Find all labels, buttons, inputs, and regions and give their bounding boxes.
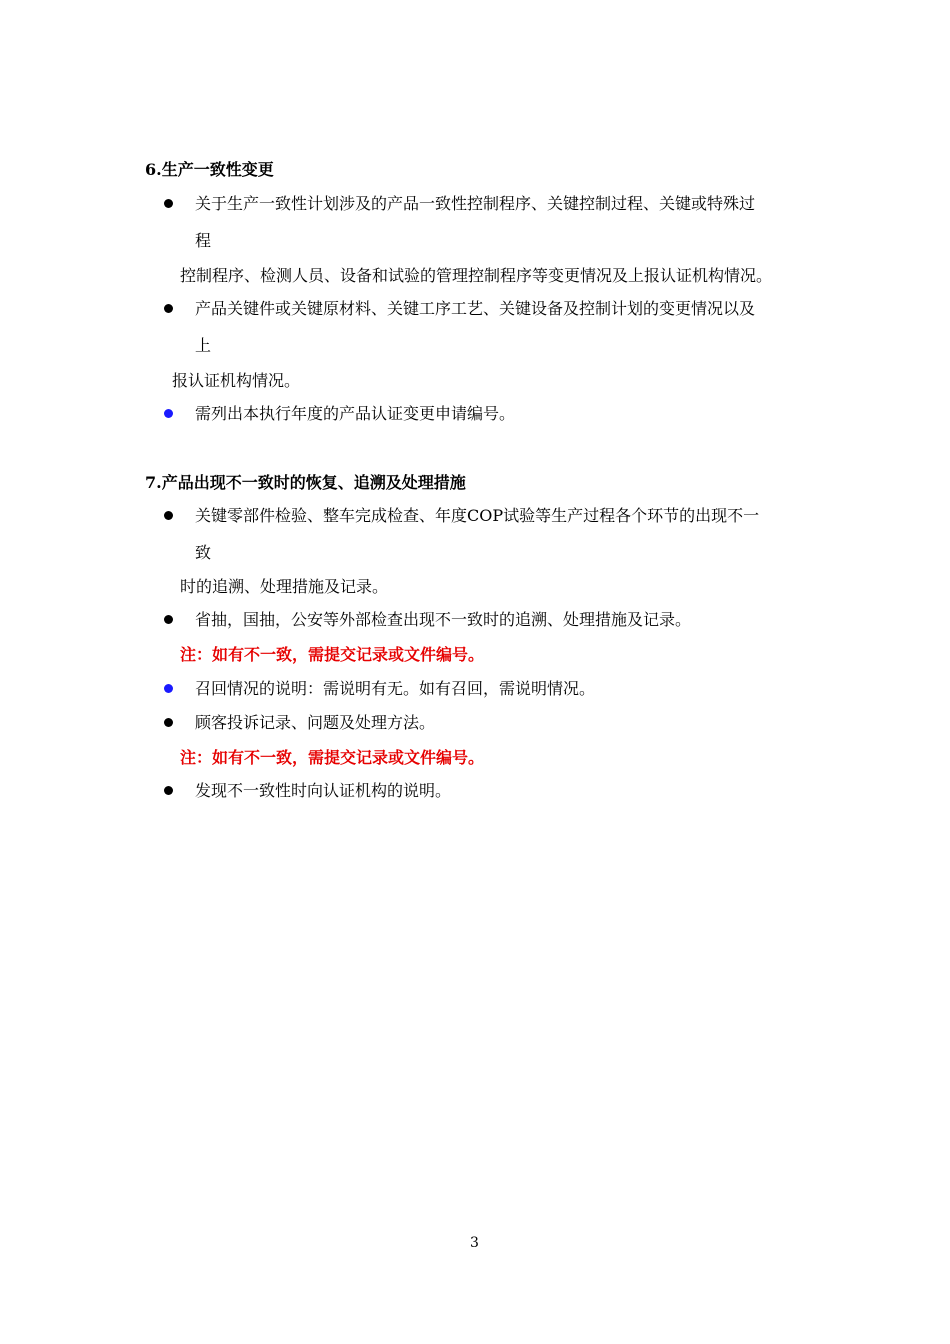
- section-6-item-2-line-2: 上: [195, 336, 212, 355]
- section-7-item-5-line-1: 发现不一致性时向认证机构的说明。: [195, 781, 452, 800]
- section-7-item-1-line-2: 致: [195, 543, 212, 562]
- section-6-item-3-line-1: 需列出本执行年度的产品认证变更申请编号。: [195, 404, 516, 423]
- bullet-icon: [164, 511, 173, 520]
- section-6-item-1-line-1: 关于生产一致性计划涉及的产品一致性控制程序、关键控制过程、关键或特殊过: [195, 194, 756, 213]
- bullet-icon: [164, 615, 173, 624]
- section-6-item-2-line-3: 报认证机构情况。: [172, 371, 301, 390]
- bullet-icon: [164, 786, 173, 795]
- section-6-item-1-line-2: 程: [195, 231, 212, 250]
- section-7-note-1: 注：如有不一致，需提交记录或文件编号。: [180, 645, 485, 664]
- bullet-icon: [164, 199, 173, 208]
- section-6-heading: 6.生产一致性变更: [145, 160, 274, 179]
- section-7-item-1-line-3: 时的追溯、处理措施及记录。: [180, 577, 389, 596]
- bullet-blue-icon: [164, 409, 173, 418]
- bullet-blue-icon: [164, 684, 173, 693]
- section-7-item-1-line-1: 关键零部件检验、整车完成检查、年度COP试验等生产过程各个环节的出现不一: [195, 506, 760, 525]
- section-7-item-3-line-1: 召回情况的说明：需说明有无。如有召回，需说明情况。: [195, 679, 596, 698]
- section-6-item-2-line-1: 产品关键件或关键原材料、关键工序工艺、关键设备及控制计划的变更情况以及: [195, 299, 756, 318]
- bullet-icon: [164, 304, 173, 313]
- section-7-note-2: 注：如有不一致，需提交记录或文件编号。: [180, 748, 485, 767]
- bullet-icon: [164, 718, 173, 727]
- section-7-item-4-line-1: 顾客投诉记录、问题及处理方法。: [195, 713, 436, 732]
- section-7-item-2-line-1: 省抽，国抽，公安等外部检查出现不一致时的追溯、处理措施及记录。: [195, 610, 692, 629]
- section-6-item-1-line-3: 控制程序、检测人员、设备和试验的管理控制程序等变更情况及上报认证机构情况。: [180, 266, 773, 285]
- page-number: 3: [470, 1235, 479, 1251]
- section-7-heading: 7.产品出现不一致时的恢复、追溯及处理措施: [145, 473, 466, 492]
